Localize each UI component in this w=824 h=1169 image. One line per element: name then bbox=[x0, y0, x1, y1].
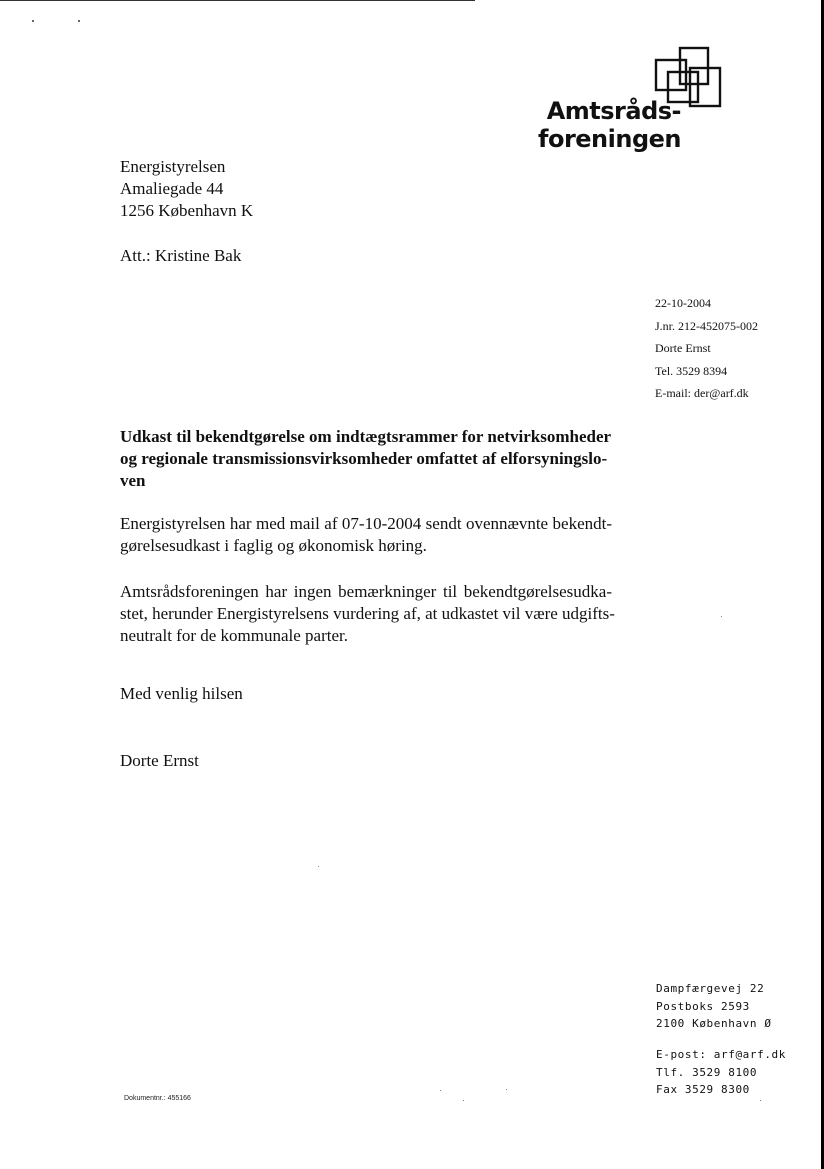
subject-line: Udkast til bekendtgørelse om indtægtsrammer for netvirksomheder bbox=[120, 427, 612, 446]
organization-logo-text bbox=[538, 97, 681, 153]
logo-line-2: foreningen bbox=[538, 125, 681, 153]
organization-address bbox=[656, 980, 772, 1033]
address-pobox: Postboks 2593 bbox=[656, 999, 750, 1013]
address-city: 2100 København Ø bbox=[656, 1017, 772, 1030]
recipient-street: Amaliegade 44 bbox=[120, 179, 224, 198]
scan-dot bbox=[32, 20, 34, 22]
sender-email: E-mail: der@arf.dk bbox=[655, 386, 749, 400]
scan-speck bbox=[318, 866, 319, 867]
letter-meta-block bbox=[655, 292, 758, 405]
closing-greeting: Med venlig hilsen bbox=[120, 684, 243, 703]
sender-phone: Tel. 3529 8394 bbox=[655, 363, 728, 378]
body-paragraph-1 bbox=[120, 513, 612, 557]
recipient-city: 1256 København K bbox=[120, 201, 254, 220]
recipient-name: Energistyrelsen bbox=[120, 157, 226, 176]
scan-speck bbox=[463, 1100, 464, 1101]
organization-contact bbox=[656, 1046, 786, 1099]
signature-name: Dorte Ernst bbox=[120, 751, 199, 770]
contact-phone: Tlf. 3529 8100 bbox=[656, 1065, 758, 1079]
scan-speck bbox=[721, 616, 722, 617]
scan-speck bbox=[760, 1100, 761, 1101]
paragraph-line: Energistyrelsen har med mail af 07-10-2004 sendt ovennævnte bekendt- bbox=[120, 514, 612, 533]
attention-line: Att.: Kristine Bak bbox=[120, 246, 242, 265]
address-street: Dampfærgevej 22 bbox=[656, 982, 765, 995]
body-paragraph-2 bbox=[120, 581, 615, 647]
contact-fax: Fax 3529 8300 bbox=[656, 1083, 750, 1096]
letter-subject bbox=[120, 426, 620, 492]
scan-speck bbox=[506, 1089, 507, 1090]
paragraph-line: stet, herunder Energistyrelsens vurdering af, at udkastet vil være udgifts- bbox=[120, 604, 615, 623]
subject-line: og regionale transmissionsvirksomheder omfattet af elforsyningslo- bbox=[120, 449, 608, 468]
paragraph-line: neutralt for de kommunale parter. bbox=[120, 626, 348, 645]
contact-email: E-post: arf@arf.dk bbox=[656, 1048, 787, 1061]
scan-dot bbox=[78, 20, 80, 22]
document-number: Dokumentnr.: 455166 bbox=[124, 1095, 191, 1102]
journal-number: J.nr. 212-452075-002 bbox=[655, 318, 758, 333]
subject-line: ven bbox=[120, 471, 146, 490]
scan-speck bbox=[440, 1090, 441, 1091]
letter-date: 22-10-2004 bbox=[655, 296, 711, 310]
sender-name: Dorte Ernst bbox=[655, 341, 711, 355]
paragraph-line: gørelsesudkast i faglig og økonomisk høring. bbox=[120, 536, 427, 555]
scan-edge-line bbox=[0, 0, 475, 1]
recipient-address bbox=[120, 156, 253, 222]
logo-line-1: Amtsråds- bbox=[546, 97, 681, 125]
paragraph-line: Amtsrådsforeningen har ingen bemærkninger til bekendtgørelsesudka- bbox=[120, 582, 612, 601]
